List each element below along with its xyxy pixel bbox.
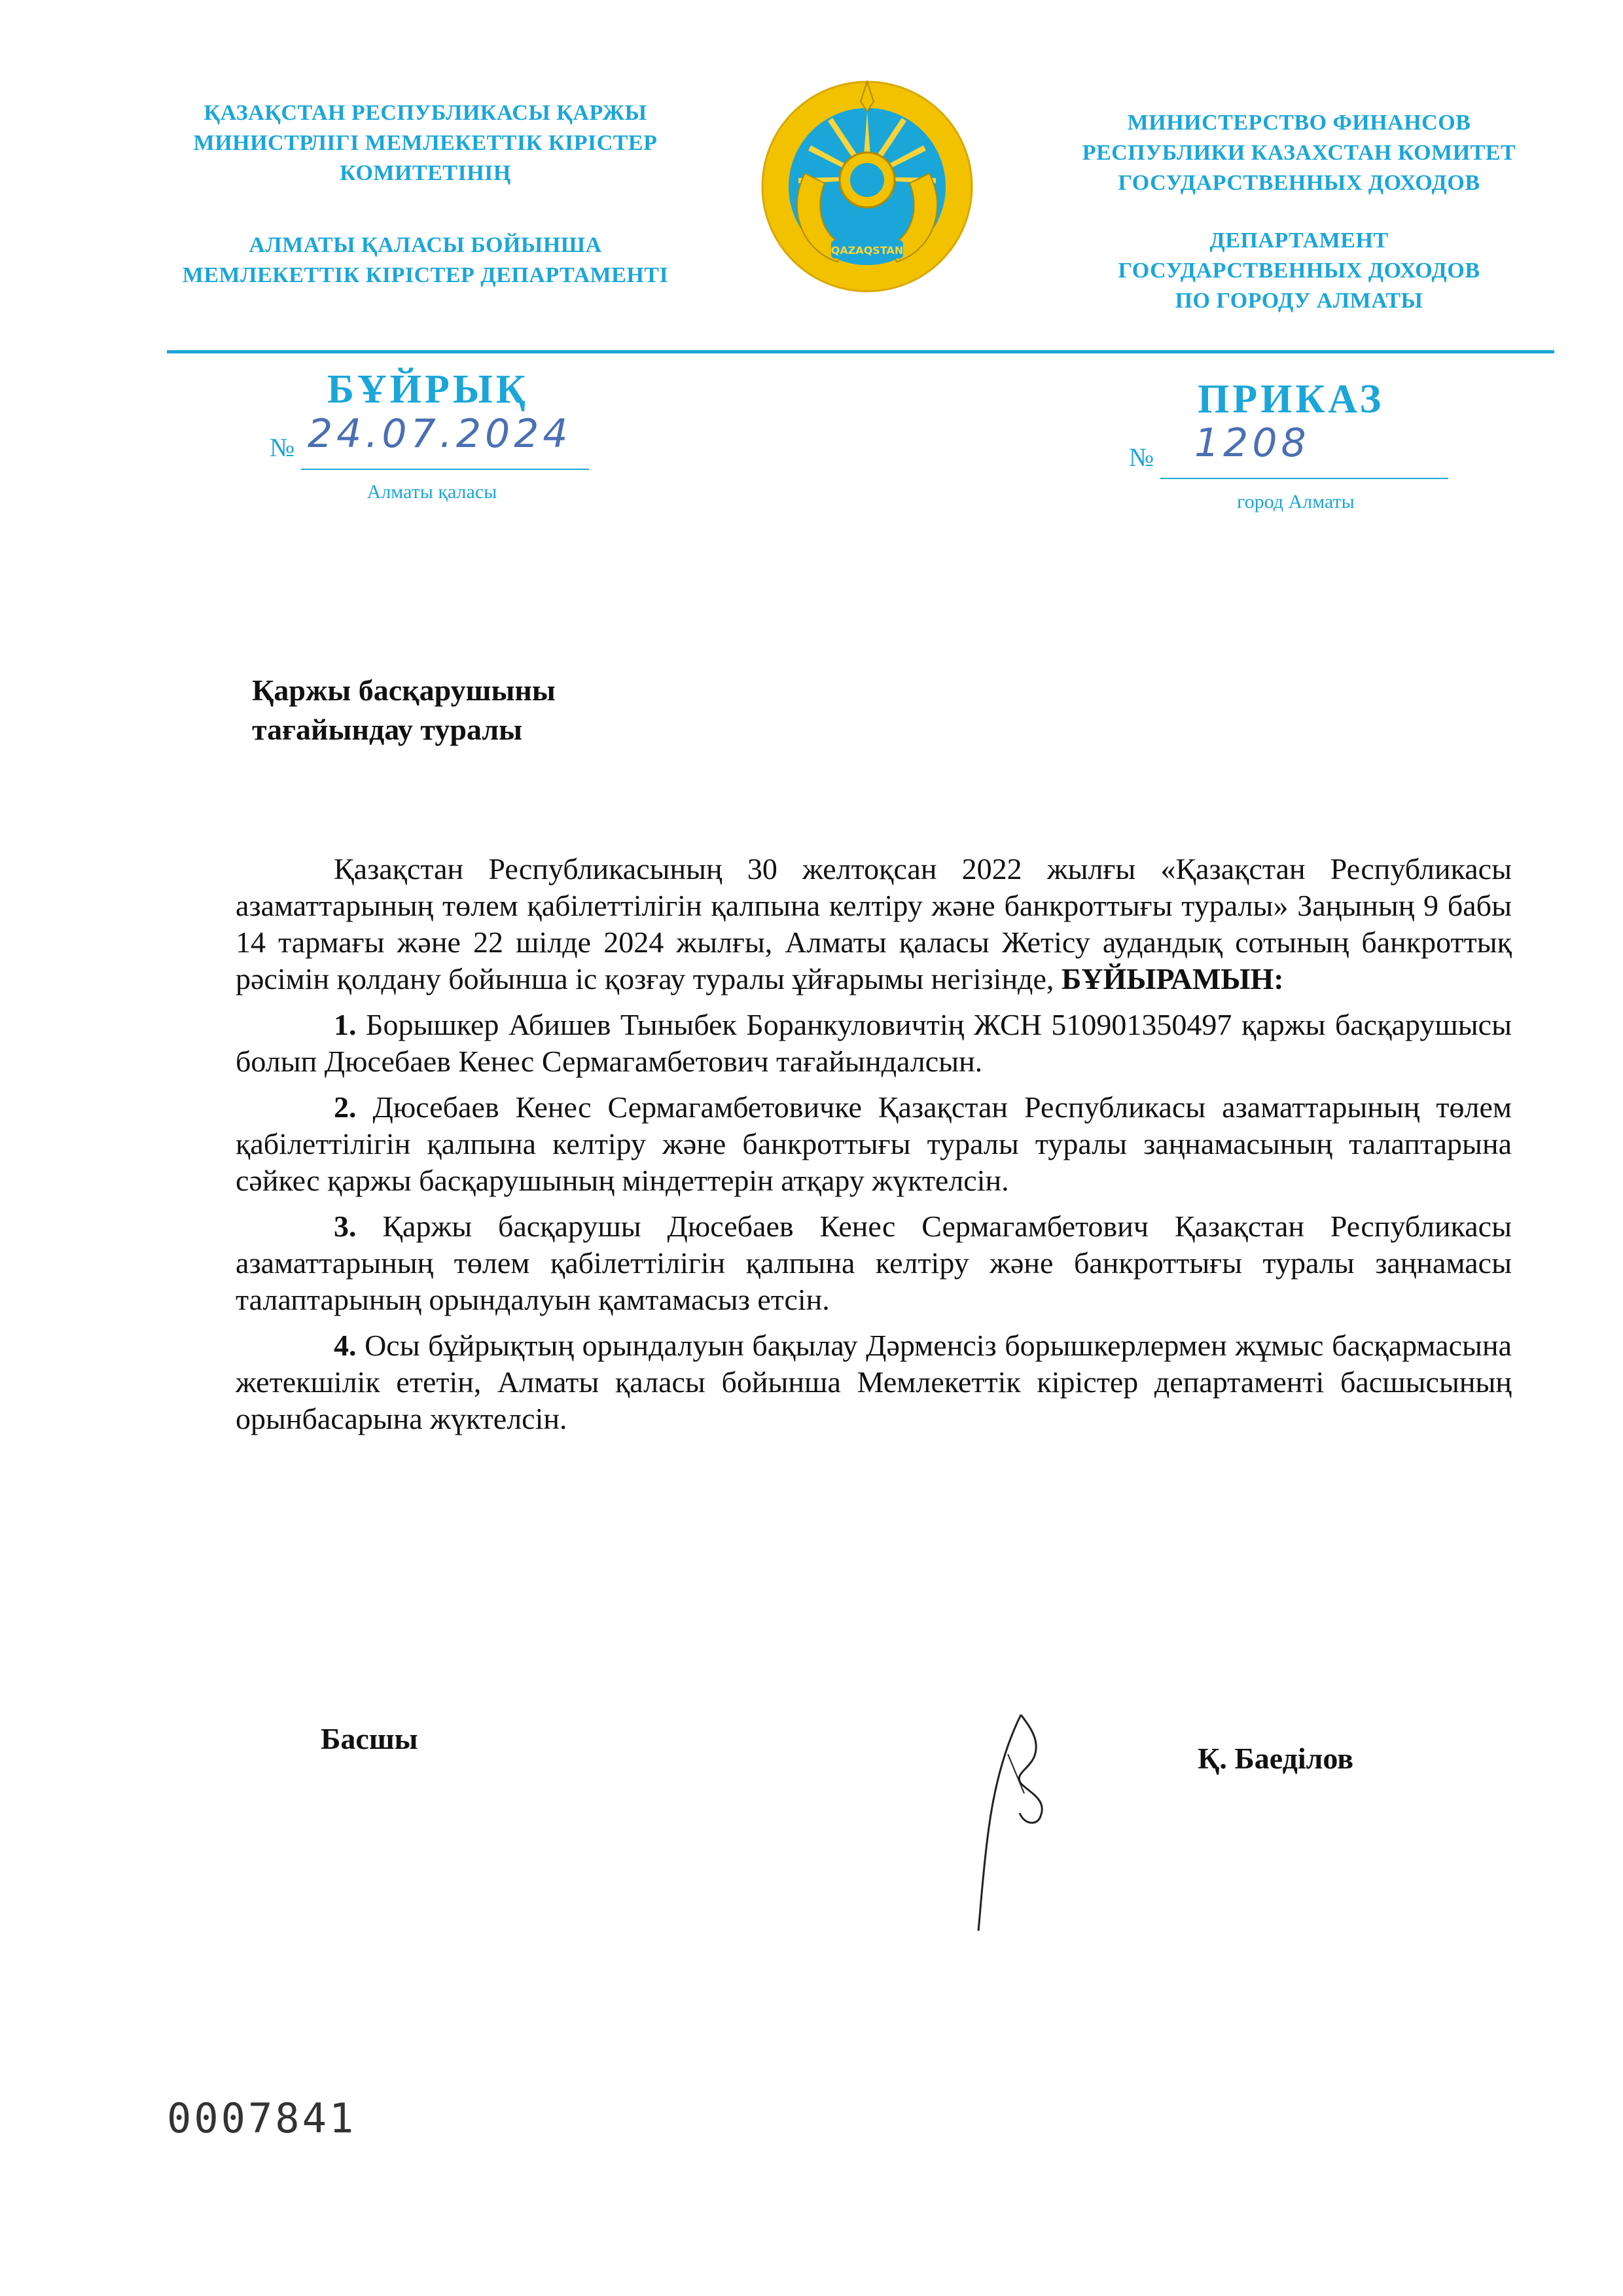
header-line: ДЕПАРТАМЕНТ: [1209, 228, 1389, 253]
date-underline: [301, 469, 589, 470]
order-date-handwritten: 24.07.2024: [308, 411, 572, 457]
preamble-emphasis: БҰЙЫРАМЫН:: [1061, 962, 1284, 996]
header-line: КОМИТЕТІНІҢ: [340, 161, 511, 185]
header-line: ГОСУДАРСТВЕННЫХ ДОХОДОВ: [1118, 171, 1480, 195]
document-body: [236, 851, 1512, 1437]
signatory-name: Қ. Баеділов: [1198, 1742, 1354, 1775]
item-text: Дюсебаев Кенес Сермагамбетовичке Қазақстан Республикасы азаматтарының төлем қабілеттілігін қалпына келтіру және банкроттығы туралы туралы заңнамасының талаптарына сәйкес қаржы басқарушының міндеттерін атқару жүктелсін.: [236, 1090, 1512, 1197]
item-number: 2.: [334, 1090, 357, 1124]
city-kz: Алматы қаласы: [366, 481, 497, 503]
header-line: РЕСПУБЛИКИ КАЗАХСТАН КОМИТЕТ: [1082, 141, 1516, 165]
state-emblem-icon: [759, 75, 975, 298]
header-line: МИНИСТЕРСТВО ФИНАНСОВ: [1127, 111, 1471, 135]
header-divider: [167, 350, 1554, 353]
order-item: [236, 1007, 1512, 1080]
item-number: 3.: [334, 1210, 357, 1243]
order-item: [236, 1327, 1512, 1437]
order-item: [236, 1089, 1512, 1199]
subject-line: тағайындау туралы: [252, 713, 523, 746]
number-sign-ru: №: [1129, 442, 1154, 472]
document-serial-number: 0007841: [167, 2094, 357, 2142]
order-title-kz: БҰЙРЫҚ: [327, 367, 529, 412]
header-right-dept: [1047, 226, 1551, 316]
preamble-text: Қазақстан Республикасының 30 желтоқсан 2022 жылғы «Қазақстан Республикасы азаматтарының төлем қабілеттілігін қалпына келтіру және банкроттығы туралы» Заңының 9 бабы 14 тармағы және 22 шілде 2024 жылғы, Алматы қаласы Жетісу аудандық сотының банкроттық рәсімін қолдану бойынша іс қозғау туралы ұйғарымы негізінде,: [236, 852, 1512, 996]
header-line: МИНИСТРЛІГІ МЕМЛЕКЕТТІК КІРІСТЕР: [193, 131, 658, 155]
handwritten-signature: [942, 1702, 1073, 1937]
order-item: [236, 1208, 1512, 1318]
order-title-ru: ПРИКАЗ: [1198, 377, 1385, 422]
order-number-handwritten: 1208: [1194, 420, 1310, 466]
item-text: Қаржы басқарушы Дюсебаев Кенес Сермагамбетович Қазақстан Республикасы азаматтарының төлем қабілеттілігін қалпына келтіру және банкроттығы туралы заңнамасы талаптарының орындалуын қамтамасыз етсін.: [236, 1210, 1512, 1316]
header-right-org: [1047, 108, 1551, 198]
item-number: 1.: [334, 1008, 357, 1041]
item-number: 4.: [334, 1329, 357, 1362]
preamble-paragraph: [236, 851, 1512, 997]
city-ru: город Алматы: [1237, 491, 1355, 512]
header-left-org: [157, 98, 694, 188]
header-line: ГОСУДАРСТВЕННЫХ ДОХОДОВ: [1118, 259, 1480, 283]
header-line: МЕМЛЕКЕТТІК КІРІСТЕР ДЕПАРТАМЕНТІ: [182, 263, 669, 287]
header-line: ПО ГОРОДУ АЛМАТЫ: [1175, 289, 1423, 313]
subject-line: Қаржы басқарушыны: [252, 673, 556, 707]
document-subject: [252, 671, 556, 749]
signatory-position: Басшы: [321, 1722, 418, 1755]
item-text: Борышкер Абишев Тыныбек Боранкуловичтің ЖСН 510901350497 қаржы басқарушысы болып Дюсебаев Кенес Сермагамбетович тағайындалсын.: [236, 1008, 1512, 1078]
header-line: ҚАЗАҚСТАН РЕСПУБЛИКАСЫ ҚАРЖЫ: [204, 101, 647, 125]
number-sign-kz: №: [270, 433, 295, 462]
header-line: АЛМАТЫ ҚАЛАСЫ БОЙЫНША: [249, 233, 602, 257]
item-text: Осы бұйрықтың орындалуын бақылау Дәрменсіз борышкерлермен жұмыс басқармасына жетекшілік ететін, Алматы қаласы бойынша Мемлекеттік кірістер департаменті басшысының орынбасарына жүктелсін.: [236, 1329, 1512, 1435]
emblem-text: QAZAQSTAN: [830, 244, 904, 257]
number-underline: [1160, 478, 1448, 479]
header-left-dept: [157, 230, 694, 291]
